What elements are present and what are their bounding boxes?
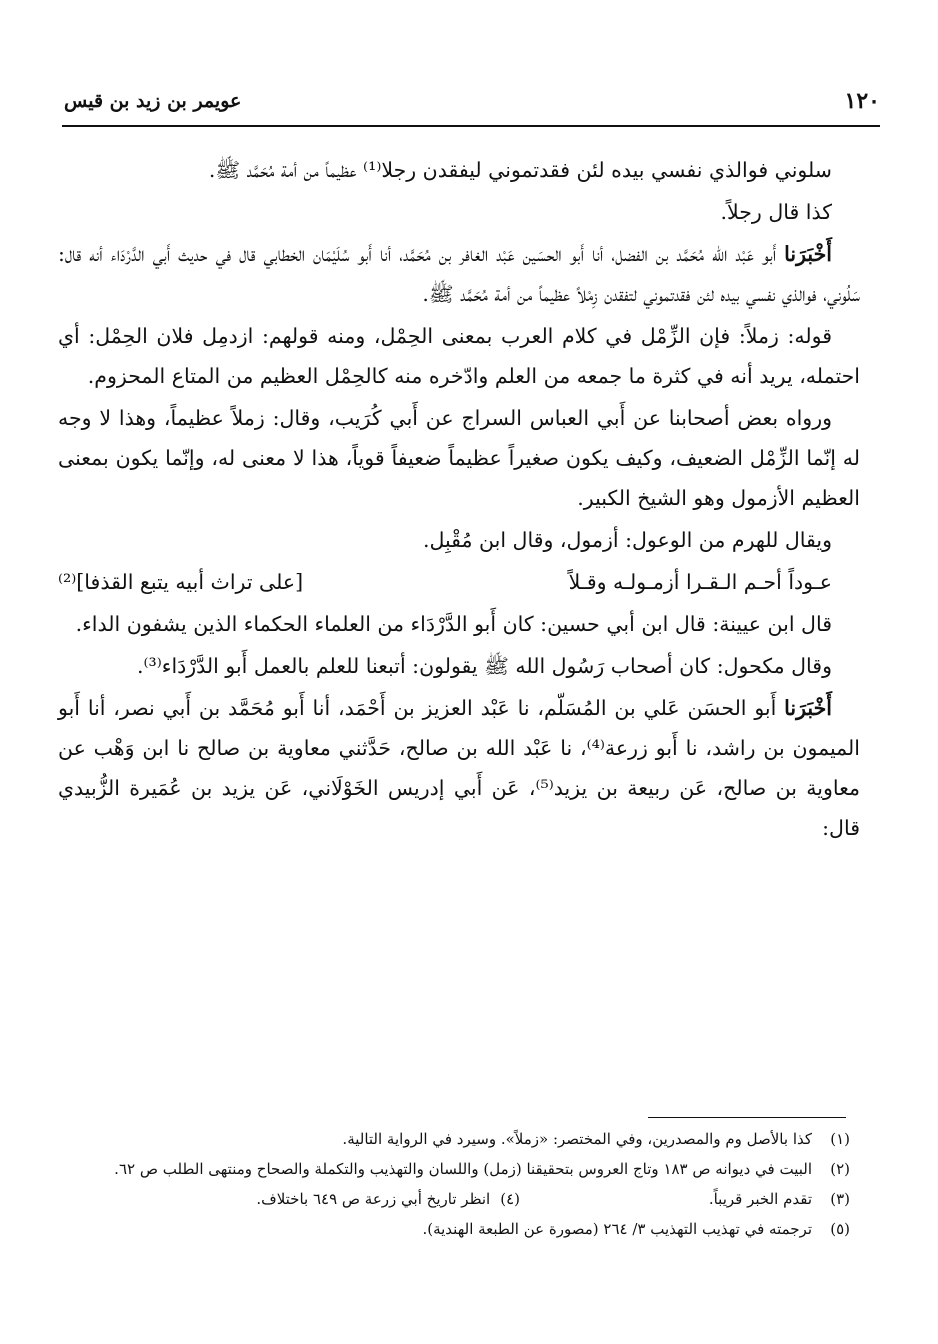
footnote-number: (١)	[830, 1130, 850, 1148]
footnote-text: البيت في ديوانه ص ١٨٣ وتاج العروس بتحقيقنا (زمل) واللسان والتهذيب والتكملة والصحاح ومنتهى الطلب ص ٦٢.	[114, 1160, 812, 1178]
main-text	[58, 150, 860, 850]
footnote-number: (٤)	[500, 1190, 520, 1208]
paragraph-5: ورواه بعض أصحابنا عن أَبي العباس السراج عن أَبي كُرَيب، وقال: زملاً عظيماً، وهذا لا وجه له إنّما الزِّمْل الضعيف، وكيف يكون صغيراً عظيماً ضعيفاً قوياً، هذا لا معنى له، وإنّما يكون بمعنى العظيم الأزمول وهو الشيخ الكبير.	[58, 406, 860, 510]
footnote-number: (٢)	[830, 1160, 850, 1178]
paragraph-3-text: أَبو عَبْد الله مُحَمَّد بن الفضل، أنا أَبو الحسَين عَبْد الغافر بن مُحَمَّد، أنا أَبو سُلَيْمَان الخطابي قال في حديث أَبي الدَّرْدَاء أنه قال: سَلُوني، فوالذي نفسي بيده لئن فقدتموني لتفقدن زِمْلاً عظيماً من أمة مُحَمَّد ﷺ.	[58, 242, 860, 306]
paragraph-8: وقال مكحول: كان أصحاب رَسُول الله ﷺ يقولون: أتبعنا للعلم بالعمل أَبو الدَّرْدَاء⁽³⁾.	[136, 654, 832, 678]
footnote-rule	[648, 1117, 846, 1118]
poetry-verse	[58, 562, 860, 602]
footnotes	[60, 1124, 850, 1244]
footnote-4-text: انظر تاريخ أبي زرعة ص ٦٤٩ باختلاف.	[256, 1190, 491, 1208]
footnote-4	[256, 1184, 520, 1214]
isnad-lead-word: أَخْبَرَنا	[784, 696, 832, 720]
footnote-text: كذا بالأصل وم والمصدرين، وفي المختصر: «زملاً». وسيرد في الرواية التالية.	[342, 1130, 812, 1148]
paragraph-7: قال ابن عيينة: قال ابن أبي حسين: كان أَبو الدَّرْدَاء من العلماء الحكماء الذين يشفون الداء.	[75, 612, 832, 636]
isnad-lead-word: أَخْبَرَنا	[784, 242, 832, 266]
paragraph-6: ويقال للهرم من الوعول: أزمول، وقال ابن مُقْبِل.	[422, 528, 832, 552]
verse-first-hemistich: عـوداً أحـم الـقـرا أزمـولـه وقـلاً	[568, 570, 832, 594]
footnote-row-3-4	[60, 1184, 850, 1214]
paragraph-1: سلوني فوالذي نفسي بيده لئن فقدتموني ليفقدن رجلا⁽¹⁾ عظيماً من أمة مُحَمَّد ﷺ.	[208, 158, 832, 182]
running-title: عويمر بن زيد بن قيس	[64, 90, 242, 112]
paragraph-4: قوله: زملاً: فإن الزِّمْل في كلام العرب بمعنى الحِمْل، ومنه قولهم: ازدمِل فلان الحِمْل: أي احتمله، يريد أنه في كثرة ما جمعه من العلم وادّخره منه كالحِمْل العظيم من المتاع المحزوم.	[58, 324, 860, 388]
footnote-3-text: تقدم الخبر قريباً.	[708, 1190, 812, 1208]
header-rule	[62, 125, 880, 127]
footnote-2	[60, 1154, 850, 1184]
footnote-5	[60, 1214, 850, 1244]
paragraph-2: كذا قال رجلاً.	[720, 200, 832, 224]
paragraph-3	[58, 234, 860, 314]
page-header	[64, 88, 880, 118]
paragraph-9	[58, 688, 860, 848]
verse-second-hemistich: [على تراث أبيه يتبع القذفا]⁽²⁾	[58, 570, 304, 594]
footnote-number: (٣)	[830, 1190, 850, 1208]
footnote-number: (٥)	[830, 1220, 850, 1238]
paragraph-9-text: أَبو الحسَن عَلي بن المُسَلّم، نا عَبْد العزيز بن أَحْمَد، أنا أَبو مُحَمَّد بن أَبي نصر، أنا أَبو الميمون بن راشد، نا أَبو زرعة⁽⁴⁾، نا عَبْد الله بن صالح، حَدَّثني معاوية بن صالح نا ابن وَهْب عن معاوية بن صالح، عَن ربيعة بن يزيد⁽⁵⁾، عَن أَبي إدريس الخَوْلَاني، عَن يزيد بن عُمَيرة الزُّبيدي قال:	[58, 696, 860, 840]
page-number: ١٢٠	[844, 88, 880, 114]
footnote-1	[60, 1124, 850, 1154]
footnote-text: ترجمته في تهذيب التهذيب ٣/ ٢٦٤ (مصورة عن الطبعة الهندية).	[422, 1220, 812, 1238]
